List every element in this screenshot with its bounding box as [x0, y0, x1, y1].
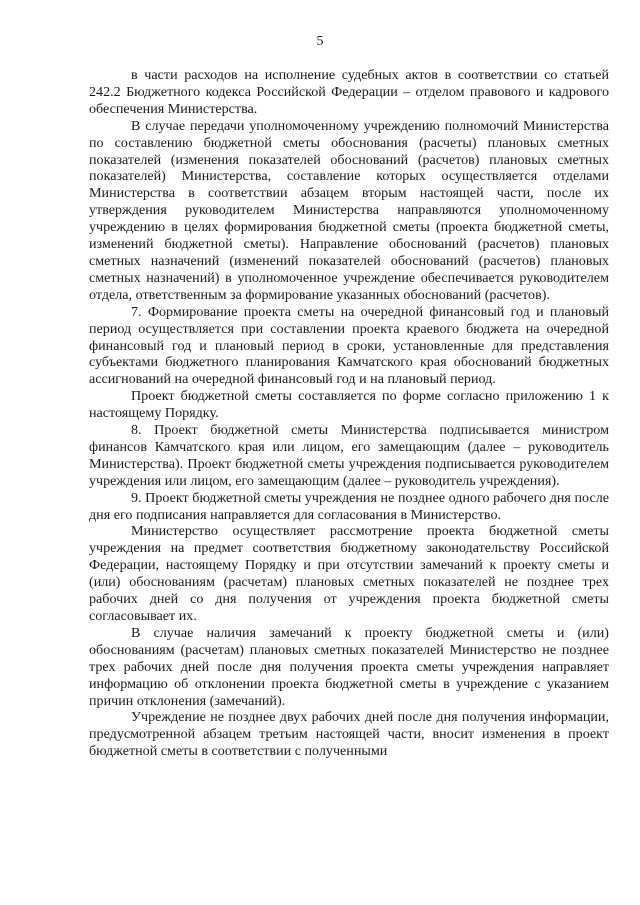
paragraph-institution-changes: Учреждение не позднее двух рабочих дней после дня получения информации, предусмотренной абзацем третьим настоящей части, вносит изменения в проект бюджетной сметы в соответствии с полученными — [89, 709, 609, 760]
paragraph-item-9: 9. Проект бюджетной сметы учреждения не позднее одного рабочего дня после дня его подписания направляется для согласования в Министерство. — [89, 489, 609, 523]
paragraph-form-appendix-1: Проект бюджетной сметы составляется по форме согласно приложению 1 к настоящему Порядку. — [89, 388, 609, 422]
paragraph-expenses-court-acts: в части расходов на исполнение судебных актов в соответствии со статьей 242.2 Бюджетного кодекса Российской Федерации – отделом правового и кадрового обеспечения Министерства. — [89, 67, 609, 117]
page-number: 5 — [316, 34, 324, 49]
paragraph-delegation-of-powers: В случае передачи уполномоченному учреждению полномочий Министерства по составлению бюджетной сметы обоснования (расчеты) плановых сметных показателей (изменения показателей обоснований (расчетов) плановых сметных показателей) Министерства, составление которых осуществляется отделами Министерства в соответствии абзацем вторым настоящей части, после их утверждения руководителем Министерства направляются уполномоченному учреждению в целях формирования бюджетной сметы (проекта бюджетной сметы, изменений бюджетной сметы). Направление обоснований (расчетов) плановых сметных назначений (изменений показателей обоснований (расчетов) плановых сметных назначений) в уполномоченное учреждение обеспечивается руководителем отдела, ответственным за формирование указанных обоснований (расчетов). — [89, 117, 609, 303]
paragraph-ministry-review: Министерство осуществляет рассмотрение проекта бюджетной сметы учреждения на предмет соответствия бюджетному законодательству Российской Федерации, настоящему Порядку и при отсутствии замечаний к проекту сметы и (или) обоснованиям (расчетам) плановых сметных показателей не позднее трех рабочих дней со дня получения от учреждения проекта бюджетной сметы согласовывает их. — [89, 523, 609, 624]
paragraph-item-8: 8. Проект бюджетной сметы Министерства подписывается министром финансов Камчатского края или лицом, его замещающим (далее – руководитель Министерства). Проект бюджетной сметы учреждения подписывается руководителем учреждения или лицом, его замещающим (далее – руководитель учреждения). — [89, 422, 609, 489]
paragraph-item-7: 7. Формирование проекта сметы на очередной финансовый год и плановый период осуществляется при составлении проекта краевого бюджета на очередной финансовый год и плановый период в сроки, установленные для представления субъектами бюджетного планирования Камчатского края обоснований бюджетных ассигнований на очередной финансовый год и на плановый период. — [89, 303, 609, 388]
paragraph-remarks: В случае наличия замечаний к проекту бюджетной сметы и (или) обоснованиям (расчетам) плановых сметных показателей Министерство не позднее трех рабочих дней после дня получения проекта сметы учреждения направляет информацию об отклонении проекта бюджетной сметы в учреждение с указанием причин отклонения (замечаний). — [89, 624, 609, 709]
document-body — [89, 67, 609, 760]
